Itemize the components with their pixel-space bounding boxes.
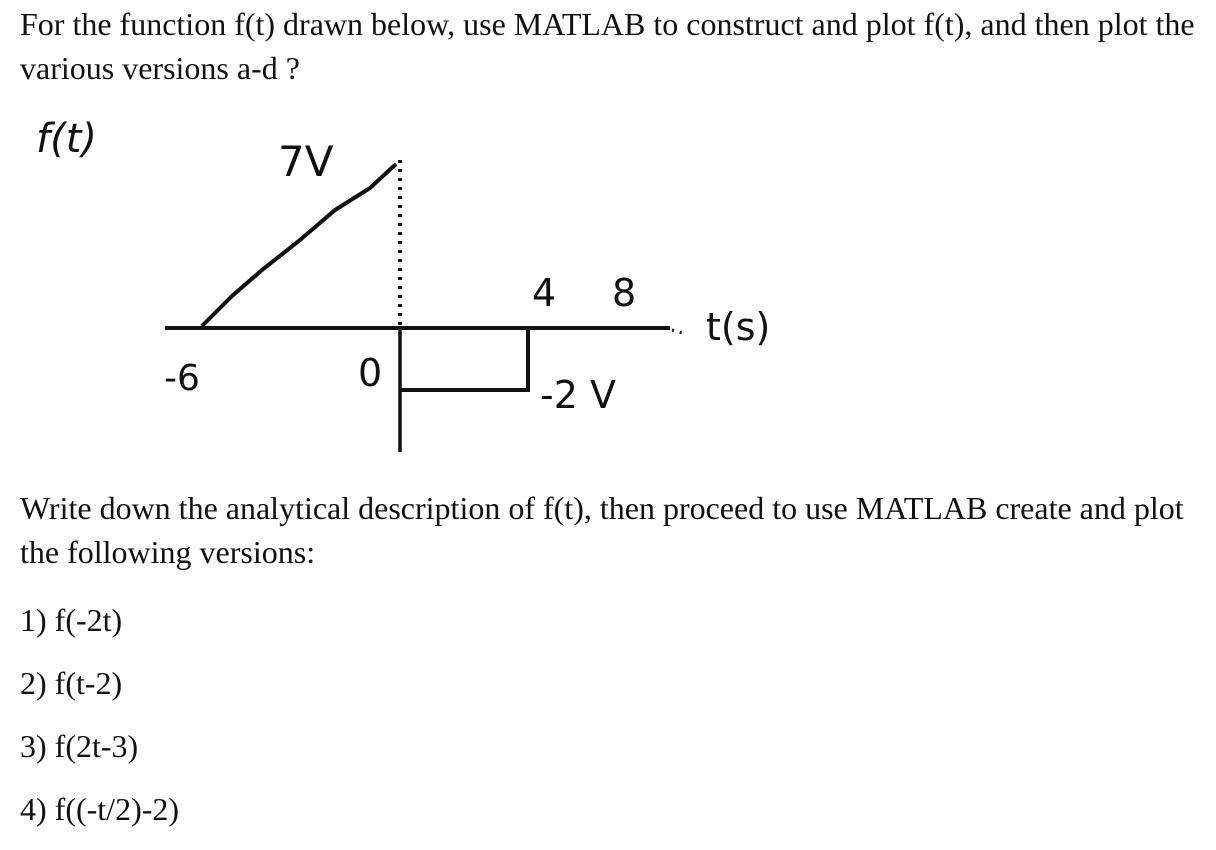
y-axis-label: f(t) <box>36 116 97 162</box>
question-intro: For the function f(t) drawn below, use MATLAB to construct and plot f(t), and then plot the various versions a-d ? <box>20 6 1195 86</box>
low-level-label: -2 V <box>540 373 616 417</box>
tick-label-0: 0 <box>358 351 383 395</box>
function-sketch <box>0 100 860 470</box>
versions-list <box>20 598 179 850</box>
list-item: 4) f((-t/2)-2) <box>20 791 180 827</box>
list-item: 2) f(t-2) <box>20 665 123 701</box>
peak-label: 7V <box>278 137 334 186</box>
t-axis-arrow-dots <box>672 330 686 334</box>
tick-label-8: 8 <box>612 271 637 315</box>
tick-label-neg6: -6 <box>164 358 200 399</box>
tick-label-4: 4 <box>532 271 557 315</box>
ramp-segment <box>202 164 396 326</box>
x-axis-label: t(s) <box>706 305 771 349</box>
instruction-text: Write down the analytical description of f(t), then proceed to use MATLAB create and plot the following versions: <box>20 490 1184 570</box>
negative-pulse-segment <box>400 328 528 390</box>
list-item: 3) f(2t-3) <box>20 728 139 764</box>
list-item: 1) f(-2t) <box>20 602 123 638</box>
